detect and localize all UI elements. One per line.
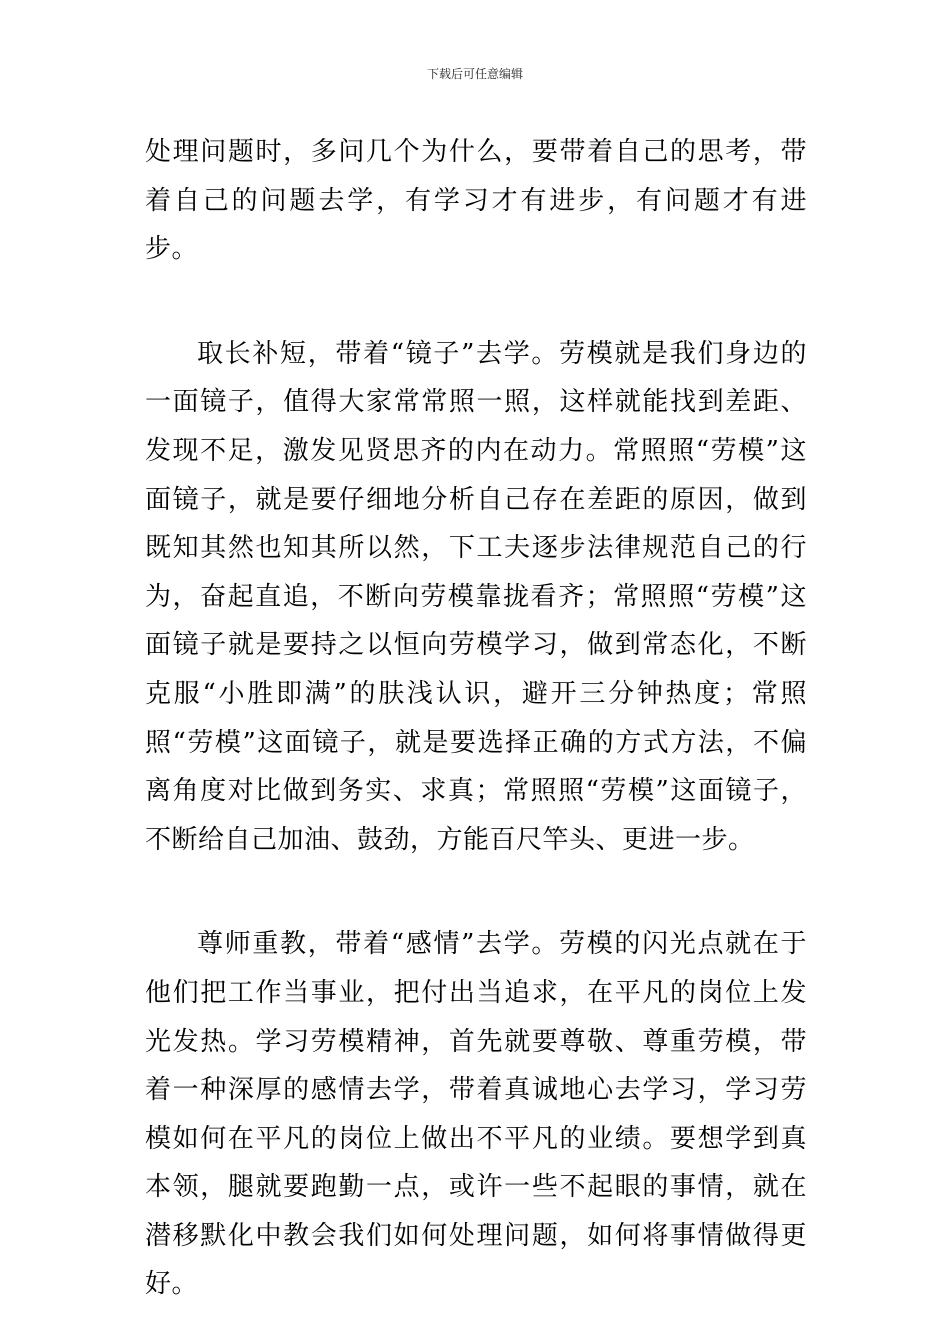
paragraph-emotion: 尊师重教，带着“感情”去学。劳模的闪光点就在于他们把工作当事业，把付出当追求，在平凡的岗位上发光发热。学习劳模精神，首先就要尊敬、尊重劳模，带着一种深厚的感情去学，带着真诚地心去学习，学习劳模如何在平凡的岗位上做出不平凡的业绩。要想学到真本领，腿就要跑勤一点，或许一些不起眼的事情，就在潜移默化中教会我们如何处理问题，如何将事情做得更好。	[145, 929, 807, 1300]
page-header: 下载后可任意编辑	[426, 67, 523, 81]
document-body	[145, 128, 807, 1309]
paragraph-mirror: 取长补短，带着“镜子”去学。劳模就是我们身边的一面镜子，值得大家常常照一照，这样就能找到差距、发现不足，激发见贤思齐的内在动力。常照照“劳模”这面镜子，就是要仔细地分析自己存在差距的原因，做到既知其然也知其所以然，下工夫逐步法律规范自己的行为，奋起直追，不断向劳模靠拢看齐；常照照“劳模”这面镜子就是要持之以恒向劳模学习，做到常态化，不断克服“小胜即满”的肤浅认识，避开三分钟热度；常照照“劳模”这面镜子，就是要选择正确的方式方法，不偏离角度对比做到务实、求真；常照照“劳模”这面镜子，不断给自己加油、鼓劲，方能百尺竿头、更进一步。	[145, 338, 807, 855]
paragraph-continuation: 处理问题时，多问几个为什么，要带着自己的思考，带着自己的问题去学，有学习才有进步，有问题才有进步。	[145, 137, 807, 265]
